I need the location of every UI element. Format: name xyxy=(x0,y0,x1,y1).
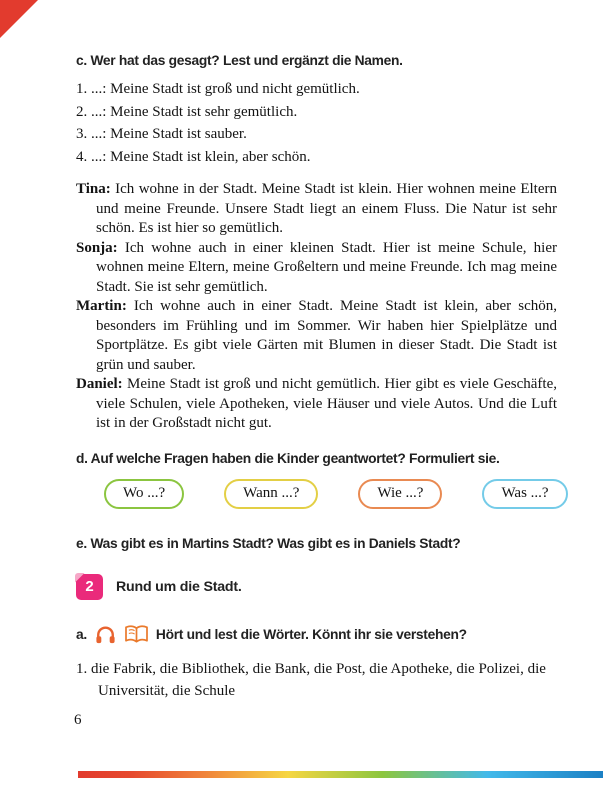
dialogue-martin xyxy=(76,297,557,375)
question-pill-wann[interactable] xyxy=(224,479,318,509)
decorative-color-stripe xyxy=(78,771,603,778)
task-c-heading: c. Wer hat das gesagt? Lest und ergänzt die Namen. xyxy=(76,53,403,68)
task-e-heading: e. Was gibt es in Martins Stadt? Was gibt es in Daniels Stadt? xyxy=(76,535,461,551)
speaker-name: Tina: xyxy=(76,181,111,197)
task-a-heading: Hört und lest die Wörter. Könnt ihr sie verstehen? xyxy=(155,626,467,642)
word-list-number: 1. xyxy=(76,660,88,677)
speaker-name: Daniel: xyxy=(76,376,123,392)
pill-label: Wie ...? xyxy=(377,484,424,501)
dialogue-tina xyxy=(76,180,557,239)
section-number-badge: 2 xyxy=(76,574,103,600)
dialogues-block xyxy=(76,180,557,434)
list-item: 2. ...: Meine Stadt ist sehr gemütlich. xyxy=(76,103,298,120)
dialogue-daniel xyxy=(76,375,557,434)
list-item: 4. ...: Meine Stadt ist klein, aber schön. xyxy=(76,148,311,165)
word-list-text: die Fabrik, die Bibliothek, die Bank, die Post, die Apotheke, die Polizei, die Universität, die Schule xyxy=(91,660,546,699)
speaker-name: Sonja: xyxy=(76,239,118,256)
task-d-heading: d. Auf welche Fragen haben die Kinder geantwortet? Formuliert sie. xyxy=(76,450,500,466)
pill-label: Wo ...? xyxy=(123,484,166,501)
question-pill-was[interactable] xyxy=(482,479,567,509)
question-pill-wo[interactable] xyxy=(104,479,184,509)
dialogue-text: Ich wohne in der Stadt. Meine Stadt ist klein. Hier wohnen meine Eltern und meine Freunde. Unsere Stadt liegt an einem Fluss. Die Natur ist sehr schön. Es ist hier so gemütlich. xyxy=(96,181,558,236)
dialogue-sonja xyxy=(76,239,557,298)
pill-label: Was ...? xyxy=(501,484,549,501)
question-pills-row xyxy=(104,479,557,509)
pill-label: Wann ...? xyxy=(243,484,300,501)
headphones-icon[interactable] xyxy=(94,624,117,644)
dialogue-text: Ich wohne auch in einer kleinen Stadt. Hier ist meine Schule, hier wohnen meine Eltern, meine Großeltern und meine Freunde. Ich mag meine Stadt. Sie ist sehr gemütlich. xyxy=(96,239,558,295)
open-book-icon xyxy=(124,624,149,645)
speaker-name: Martin: xyxy=(76,298,127,314)
section-2-header xyxy=(76,574,557,600)
task-letter: a. xyxy=(76,626,87,642)
question-pill-wie[interactable] xyxy=(358,479,442,509)
section-title: Rund um die Stadt. xyxy=(116,578,242,595)
list-item: 1. ...: Meine Stadt ist groß und nicht gemütlich. xyxy=(76,81,360,97)
page-number: 6 xyxy=(74,711,82,728)
dialogue-text: Ich wohne auch in einer Stadt. Meine Stadt ist klein, aber schön, besonders im Frühling und im Sommer. Wir haben hier Spielplätze und Sportplätze. Es gibt viele Gärten mit Blumen in dieser Stadt. Die Stadt ist grün und sauber. xyxy=(96,298,557,373)
dialogue-text: Meine Stadt ist groß und nicht gemütlich. Hier gibt es viele Geschäfte, viele Schulen, viele Apotheken, viele Häuser und viele Autos. Und die Luft ist in der Großstadt nicht gut. xyxy=(96,376,557,431)
fill-in-names-list xyxy=(76,78,557,168)
list-item: 3. ...: Meine Stadt ist sauber. xyxy=(76,126,247,142)
word-list xyxy=(76,658,557,702)
task-a-header xyxy=(76,624,557,645)
